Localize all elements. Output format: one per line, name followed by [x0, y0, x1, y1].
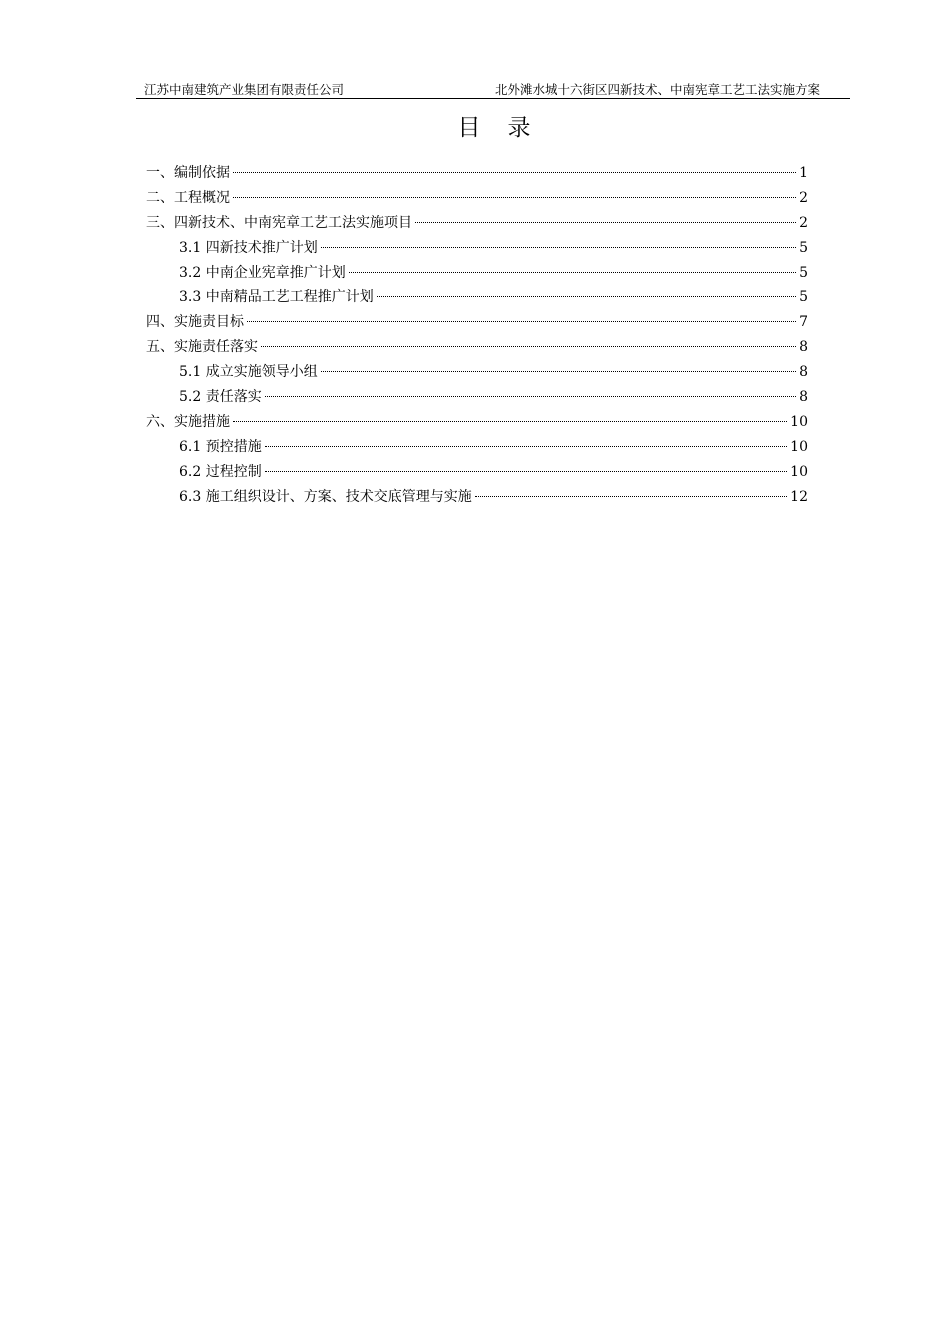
toc-entry-label: 5.2 责任落实 [179, 389, 262, 406]
toc-entry-page: 5 [799, 239, 808, 256]
toc-dot-leader [265, 471, 787, 472]
toc-dot-leader [265, 446, 787, 447]
toc-entry-label: 五、实施责任落实 [146, 339, 258, 356]
toc-entry-page: 10 [790, 438, 808, 455]
toc-entry[interactable] [146, 435, 808, 460]
toc-entry-page: 1 [799, 165, 808, 181]
toc-entry-label: 6.1 预控措施 [179, 438, 262, 455]
toc-entry[interactable] [146, 211, 808, 236]
toc-dot-leader [321, 247, 796, 248]
toc-entry-label: 一、编制依据 [146, 165, 230, 181]
toc-entry-page: 8 [799, 339, 808, 356]
toc-entry-label: 6.3 施工组织设计、方案、技术交底管理与实施 [179, 488, 472, 505]
toc-dot-leader [233, 197, 796, 198]
toc-entry-page: 10 [790, 463, 808, 480]
toc-entry-label: 3.3 中南精品工艺工程推广计划 [179, 289, 374, 306]
header-document-title: 北外滩水城十六街区四新技术、中南宪章工艺工法实施方案 [494, 82, 820, 97]
toc-dot-leader [233, 421, 787, 422]
toc-dot-leader [377, 296, 796, 297]
toc-entry[interactable] [146, 236, 808, 261]
toc-entry[interactable] [146, 410, 808, 435]
toc-entry-page: 10 [790, 413, 808, 430]
table-of-contents [146, 161, 808, 509]
toc-dot-leader [475, 496, 787, 497]
toc-entry[interactable] [146, 335, 808, 360]
toc-entry-label: 四、实施责目标 [146, 314, 244, 331]
toc-entry-label: 3.2 中南企业宪章推广计划 [179, 264, 346, 281]
toc-entry-page: 5 [799, 289, 808, 306]
toc-dot-leader [415, 222, 796, 223]
toc-entry[interactable] [146, 485, 808, 510]
toc-entry-page: 8 [799, 389, 808, 406]
toc-entry-page: 5 [799, 264, 808, 281]
toc-dot-leader [321, 371, 796, 372]
toc-dot-leader [247, 321, 796, 322]
toc-entry-label: 二、工程概况 [146, 189, 230, 206]
toc-dot-leader [265, 396, 796, 397]
toc-entry-label: 六、实施措施 [146, 413, 230, 430]
toc-entry[interactable] [146, 161, 808, 186]
toc-entry-label: 6.2 过程控制 [179, 463, 262, 480]
toc-entry-page: 8 [799, 364, 808, 381]
toc-entry[interactable] [146, 186, 808, 211]
toc-entry-page: 2 [799, 189, 808, 206]
toc-dot-leader [349, 272, 796, 273]
toc-dot-leader [233, 172, 796, 173]
toc-entry[interactable] [146, 261, 808, 286]
toc-entry[interactable] [146, 310, 808, 335]
toc-entry-label: 三、四新技术、中南宪章工艺工法实施项目 [146, 214, 412, 231]
page-header [136, 82, 850, 99]
toc-entry[interactable] [146, 285, 808, 310]
toc-title: 目 录 [457, 115, 533, 141]
toc-entry[interactable] [146, 460, 808, 485]
toc-entry-label: 5.1 成立实施领导小组 [179, 364, 318, 381]
toc-entry[interactable] [146, 360, 808, 385]
toc-entry-page: 2 [799, 214, 808, 231]
toc-entry-label: 3.1 四新技术推广计划 [179, 239, 318, 256]
toc-entry-page: 12 [790, 488, 808, 505]
toc-entry[interactable] [146, 385, 808, 410]
toc-dot-leader [261, 346, 796, 347]
header-company-name: 江苏中南建筑产业集团有限责任公司 [144, 82, 345, 97]
toc-entry-page: 7 [799, 314, 808, 331]
